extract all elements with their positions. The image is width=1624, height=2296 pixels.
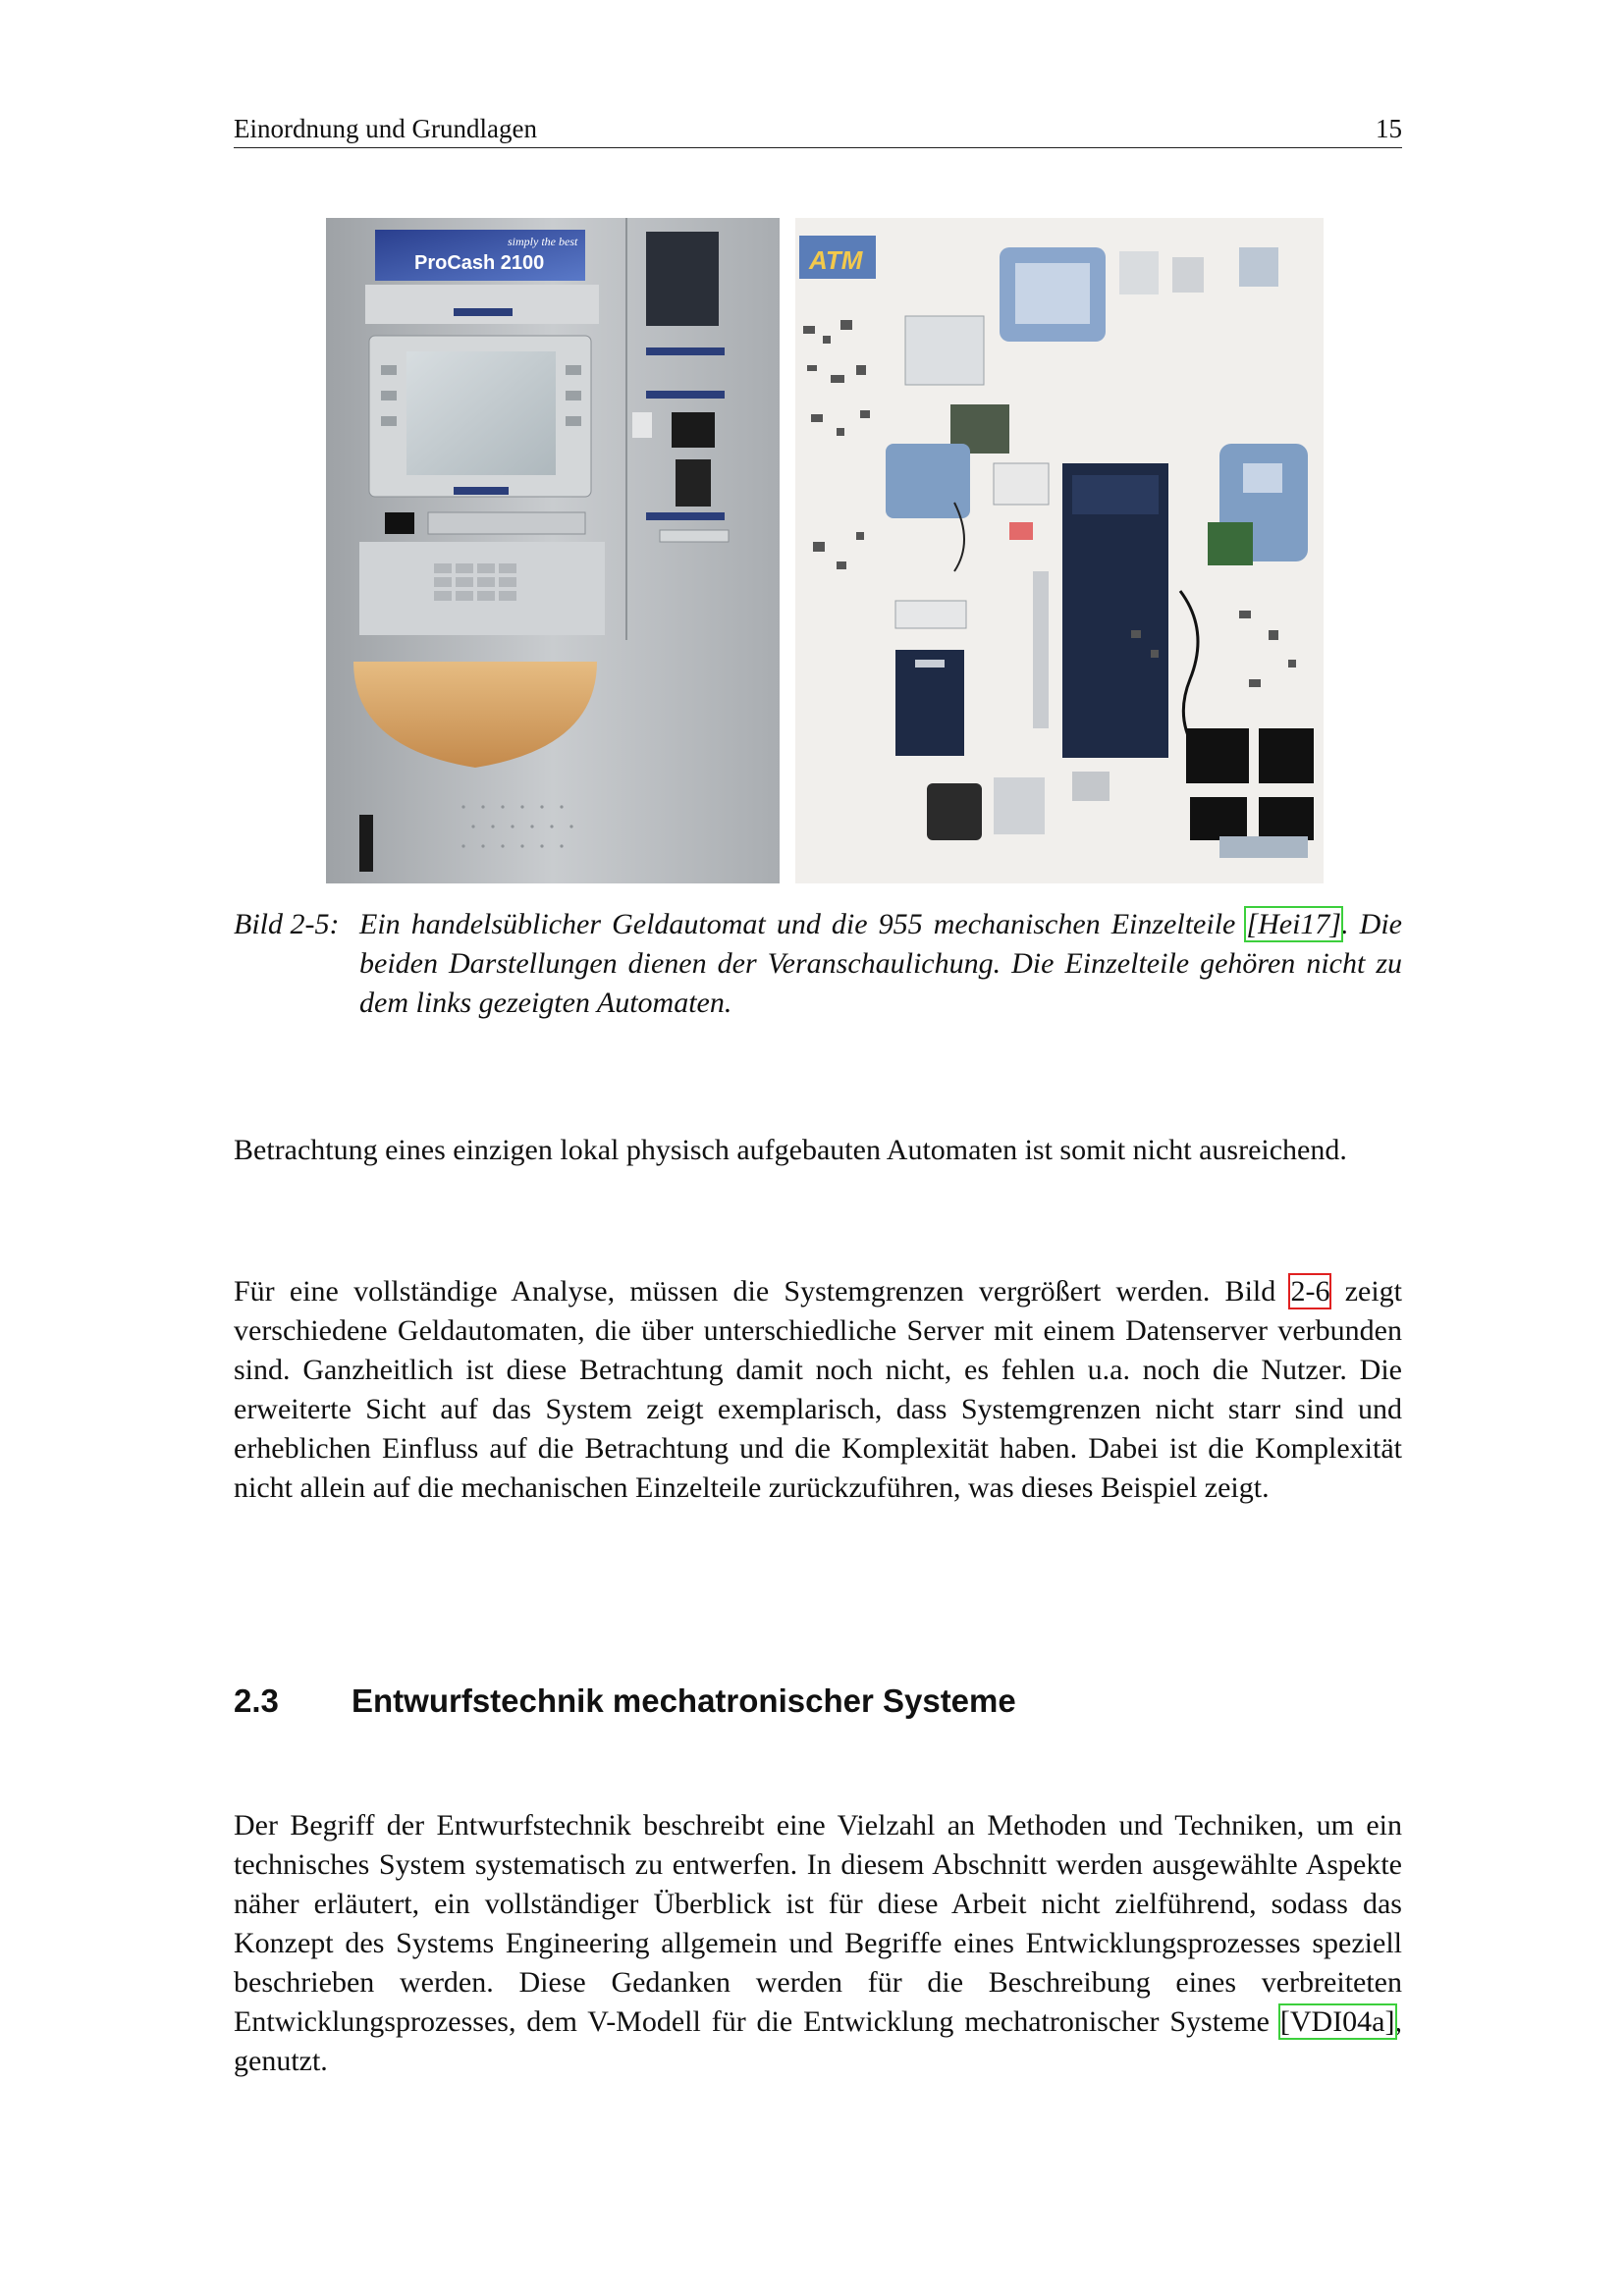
figure-image bbox=[326, 218, 1324, 883]
figure-caption bbox=[234, 905, 1402, 1023]
caption-text bbox=[359, 905, 1402, 1023]
citation-link-vdi04a[interactable]: [VDI04a] bbox=[1279, 2005, 1395, 2038]
paragraph-2-text-b: zeigt verschiedene Geldautomaten, die über unterschiedliche Server mit einem Datenserver verbunden sind. Ganzheitlich ist diese Betrachtung damit noch nicht, es fehlen u.a. noch die Nutzer. Die erweiterte Sicht auf das System zeigt exemplarisch, dass Systemgrenzen nicht starr sind und erheblichen Einfluss auf die Betrachtung und die Komplexität haben. Dabei ist die Komplexität nicht allein auf die mechanischen Einzelteile zurückzuführen, was dieses Beispiel zeigt. bbox=[234, 1275, 1402, 1504]
atm-screen-text: ProCash 2100 bbox=[414, 252, 545, 274]
paragraph-2 bbox=[234, 1272, 1402, 1508]
section-number: 2.3 bbox=[234, 1682, 279, 1719]
atm-card-reader bbox=[672, 412, 715, 448]
atm-photo bbox=[326, 218, 780, 883]
paragraph-2-text-a: Für eine vollständige Analyse, müssen die Systemgrenzen vergrößert werden. Bild bbox=[234, 1275, 1291, 1308]
figure-2-5 bbox=[326, 218, 1324, 883]
paragraph-3 bbox=[234, 1806, 1402, 2081]
atm-top-display bbox=[646, 232, 719, 326]
running-title: Einordnung und Grundlagen bbox=[234, 114, 537, 143]
citation-link-hei17[interactable]: [Hei17] bbox=[1246, 908, 1342, 940]
running-head bbox=[234, 108, 1402, 148]
figure-reference-link[interactable]: 2-6 bbox=[1290, 1275, 1330, 1308]
parts-logo: ATM bbox=[809, 245, 863, 275]
atm-slogan: simply the best bbox=[508, 235, 578, 248]
caption-label: Bild 2-5: bbox=[234, 908, 340, 940]
paragraph-3-text-b: , genutzt. bbox=[234, 2005, 1402, 2077]
paragraph-1: Betrachtung eines einzigen lokal physisch aufgebauten Automaten ist somit nicht ausreichend. bbox=[234, 1134, 1347, 1166]
atm-parts-photo bbox=[795, 218, 1324, 883]
caption-text-b: . Die beiden Darstellungen dienen der Veranschaulichung. Die Einzelteile gehören nicht zu dem links gezeigten Automaten. bbox=[359, 908, 1402, 1019]
caption-text-a: Ein handelsüblicher Geldautomat und die 955 mechanischen Einzelteile bbox=[359, 908, 1247, 940]
section-title: Entwurfstechnik mechatronischer Systeme bbox=[352, 1682, 1016, 1719]
page-number: 15 bbox=[1376, 114, 1402, 143]
paragraph-3-text-a: Der Begriff der Entwurfstechnik beschreibt eine Vielzahl an Methoden und Techniken, um ein technisches System systematisch zu entwerfen. In diesem Abschnitt werden ausgewählte Aspekte näher erläutert, ein vollständiger Überblick ist für diese Arbeit nicht zielführend, sodass das Konzept des Systems Engineering allgemein und Begriffe eines Entwicklungsprozesses speziell beschrieben werden. Diese Gedanken werden für die Beschreibung eines verbreiteten Entwicklungsprozesses, dem V-Modell für die Entwicklung mechatronischer Systeme bbox=[234, 1809, 1402, 2038]
atm-main-screen bbox=[406, 351, 556, 475]
